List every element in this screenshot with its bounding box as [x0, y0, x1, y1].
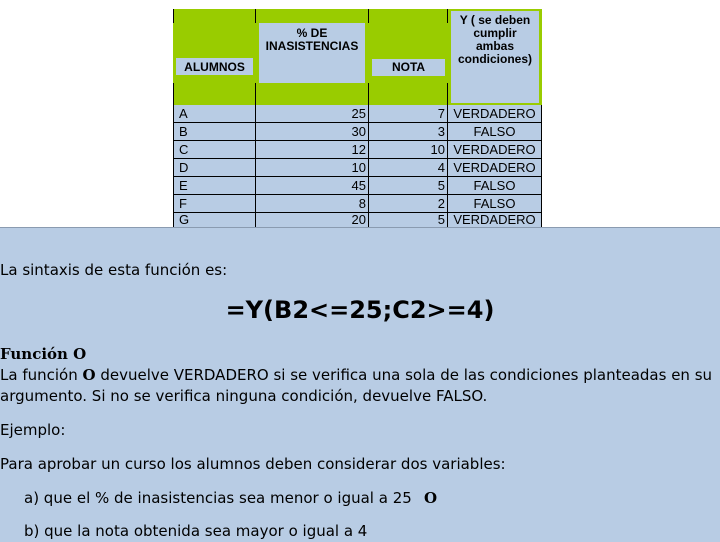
cell-resultado: VERDADERO: [447, 105, 542, 122]
cell-inasistencias: 10: [255, 159, 368, 176]
description-text: La función: [0, 366, 83, 384]
header-resultado-label: Y ( se deben cumplir ambas condiciones): [457, 13, 532, 66]
cell-inasistencias: 30: [255, 123, 368, 140]
header-nota-label: NOTA: [391, 60, 426, 74]
cell-inasistencias: 45: [255, 177, 368, 194]
description-text: devuelve VERDADERO si se verifica una sola de las condiciones planteadas en su: [95, 366, 713, 384]
example-intro: Para aprobar un curso los alumnos deben considerar dos variables:: [0, 455, 506, 473]
cell-inasistencias: 20: [255, 213, 368, 227]
cell-alumno: B: [173, 123, 255, 140]
header-cell-inasistencias: [255, 9, 368, 105]
table-row: [173, 195, 542, 213]
header-cell-nota: [368, 9, 447, 105]
condition-b: b) que la nota obtenida sea mayor o igual a 4: [24, 522, 368, 540]
description-line-2: argumento. Si no se verifica ninguna condición, devuelve FALSO.: [0, 387, 488, 405]
cell-inasistencias: 12: [255, 141, 368, 158]
cell-resultado: VERDADERO: [447, 213, 542, 227]
table-row: [173, 123, 542, 141]
cell-resultado: VERDADERO: [447, 141, 542, 158]
cell-nota: 3: [368, 123, 447, 140]
function-name: O: [82, 366, 96, 384]
table-row: [173, 159, 542, 177]
cell-inasistencias: 8: [255, 195, 368, 212]
header-cell-resultado: [447, 9, 542, 105]
cell-nota: 5: [368, 213, 447, 227]
example-label: Ejemplo:: [0, 421, 66, 439]
table-row: [173, 177, 542, 195]
cell-nota: 2: [368, 195, 447, 212]
header-cell-alumnos: [173, 9, 255, 105]
header-inasistencias-label: % DE INASISTENCIAS: [265, 26, 359, 53]
cell-resultado: FALSO: [447, 123, 542, 140]
table-row: [173, 105, 542, 123]
cell-nota: 5: [368, 177, 447, 194]
condition-operator: O: [424, 489, 438, 507]
cell-inasistencias: 25: [255, 105, 368, 122]
condition-a: a) que el % de inasistencias sea menor o igual a 25: [24, 489, 412, 507]
description-line-1: [0, 366, 712, 384]
cell-nota: 10: [368, 141, 447, 158]
cell-resultado: FALSO: [447, 195, 542, 212]
syntax-intro: La sintaxis de esta función es:: [0, 261, 228, 279]
cell-resultado: FALSO: [447, 177, 542, 194]
header-alumnos-label: ALUMNOS: [184, 60, 245, 74]
section-title: Función O: [0, 345, 87, 363]
cell-alumno: C: [173, 141, 255, 158]
cell-alumno: G: [173, 213, 255, 227]
cell-alumno: F: [173, 195, 255, 212]
cell-alumno: D: [173, 159, 255, 176]
table-row: [173, 141, 542, 159]
table-row: [173, 213, 542, 227]
formula-example: =Y(B2<=25;C2>=4): [225, 296, 495, 324]
cell-resultado: VERDADERO: [447, 159, 542, 176]
document-text-panel: [0, 227, 720, 542]
spreadsheet-table: [173, 9, 542, 227]
cell-nota: 7: [368, 105, 447, 122]
cell-alumno: E: [173, 177, 255, 194]
cell-nota: 4: [368, 159, 447, 176]
cell-alumno: A: [173, 105, 255, 122]
